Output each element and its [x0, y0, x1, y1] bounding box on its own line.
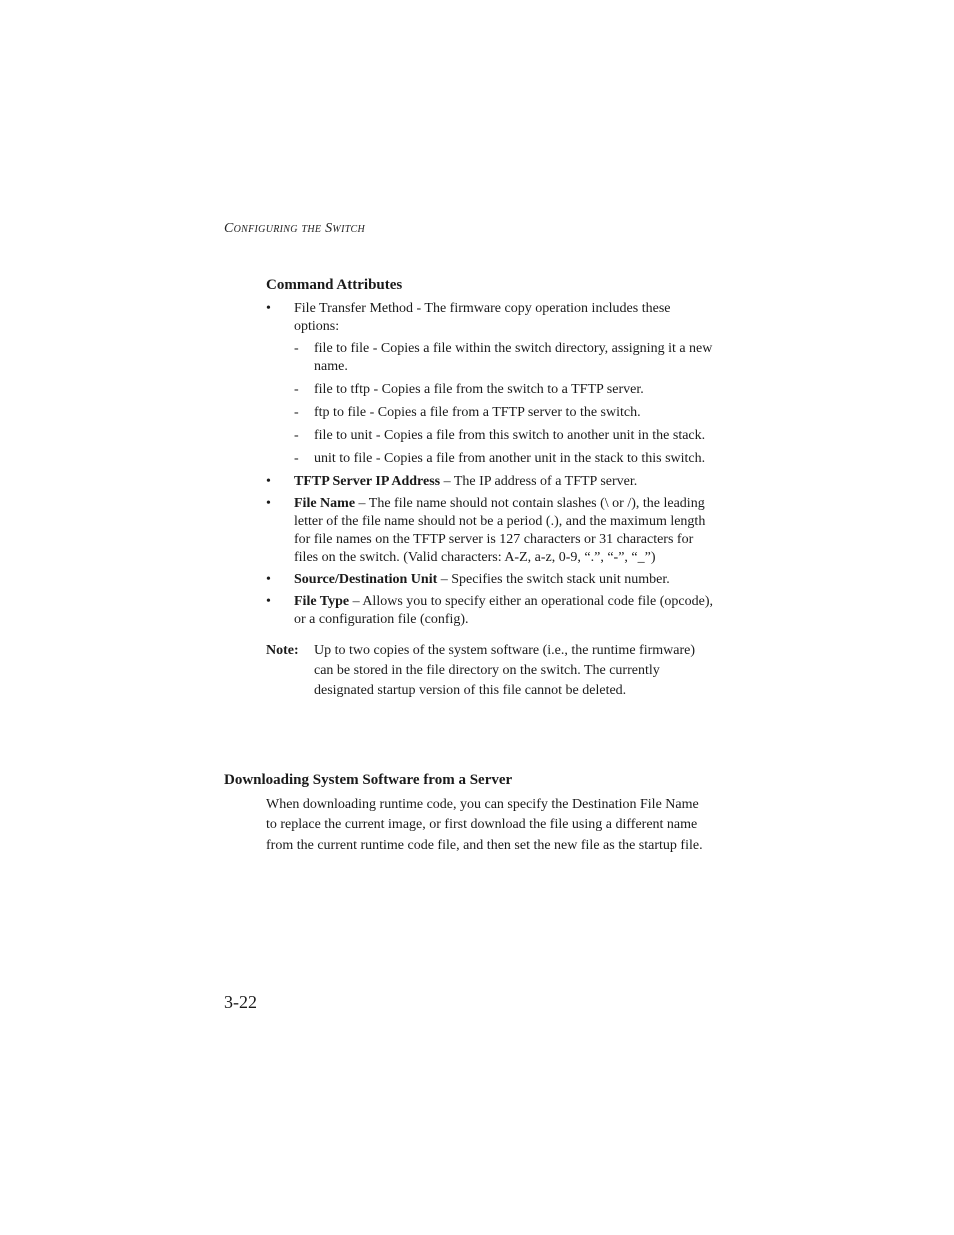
option-text: unit to file - Copies a file from another unit in the stack to this switch. [314, 451, 706, 466]
downloading-section [224, 772, 716, 856]
option-text: file to file - Copies a file within the switch directory, assigning it a new name. [314, 341, 713, 374]
note-text: Up to two copies of the system software (i.e., the runtime firmware) can be stored in the file directory on the switch. The currently designated startup version of this file cannot be deleted. [314, 643, 696, 698]
attribute-text: File Transfer Method - The firmware copy operation includes these options: [294, 301, 671, 334]
page-number: 3-22 [224, 992, 257, 1012]
list-item [294, 381, 716, 399]
section-heading: Downloading System Software from a Server [224, 772, 513, 788]
attribute-label: Source/Destination Unit [294, 572, 438, 587]
running-head: Configuring the Switch [224, 221, 366, 236]
attribute-text: – The IP address of a TFTP server. [440, 474, 638, 489]
list-item-source-destination-unit [266, 571, 716, 589]
dash-marker: - [294, 382, 299, 397]
attribute-label: File Name [294, 496, 356, 511]
attribute-text: – The file name should not contain slashes (\ or /), the leading letter of the file name should not be a period (.), and the maximum length for file names on the TFTP server is 127 characters or 31 characters for files on the switch. (Valid characters: A-Z, a-z, 0-9, “.”, “-”, “_”) [294, 496, 706, 565]
note-block [266, 641, 716, 701]
option-text: ftp to file - Copies a file from a TFTP server to the switch. [314, 405, 641, 420]
option-text: file to unit - Copies a file from this switch to another unit in the stack. [314, 428, 706, 443]
list-item-file-transfer-method [266, 300, 716, 468]
dash-marker: - [294, 428, 299, 443]
transfer-method-options [294, 340, 716, 468]
option-text: file to tftp - Copies a file from the switch to a TFTP server. [314, 382, 644, 397]
section-body: When downloading runtime code, you can specify the Destination File Name to replace the current image, or first download the file using a different name from the current runtime code file, and then set the new file as the startup file. [266, 797, 703, 853]
attribute-text: – Allows you to specify either an operational code file (opcode), or a configuration file (config). [294, 594, 713, 627]
attribute-label: TFTP Server IP Address [294, 474, 441, 489]
dash-marker: - [294, 341, 299, 356]
note-label: Note: [266, 643, 299, 658]
attribute-list [266, 300, 716, 629]
list-item [294, 404, 716, 422]
bullet-marker: • [266, 572, 271, 587]
command-attributes-heading: Command Attributes [266, 277, 403, 293]
list-item-file-type [266, 593, 716, 629]
dash-marker: - [294, 405, 299, 420]
dash-marker: - [294, 451, 299, 466]
bullet-marker: • [266, 496, 271, 511]
attribute-text: – Specifies the switch stack unit number. [437, 572, 670, 587]
list-item-tftp-server-ip [266, 473, 716, 491]
bullet-marker: • [266, 301, 271, 316]
bullet-marker: • [266, 594, 271, 609]
command-attributes-block [266, 276, 716, 701]
bullet-marker: • [266, 474, 271, 489]
list-item-file-name [266, 495, 716, 567]
list-item [294, 340, 716, 376]
list-item [294, 427, 716, 445]
attribute-label: File Type [294, 594, 350, 609]
list-item [294, 450, 716, 468]
